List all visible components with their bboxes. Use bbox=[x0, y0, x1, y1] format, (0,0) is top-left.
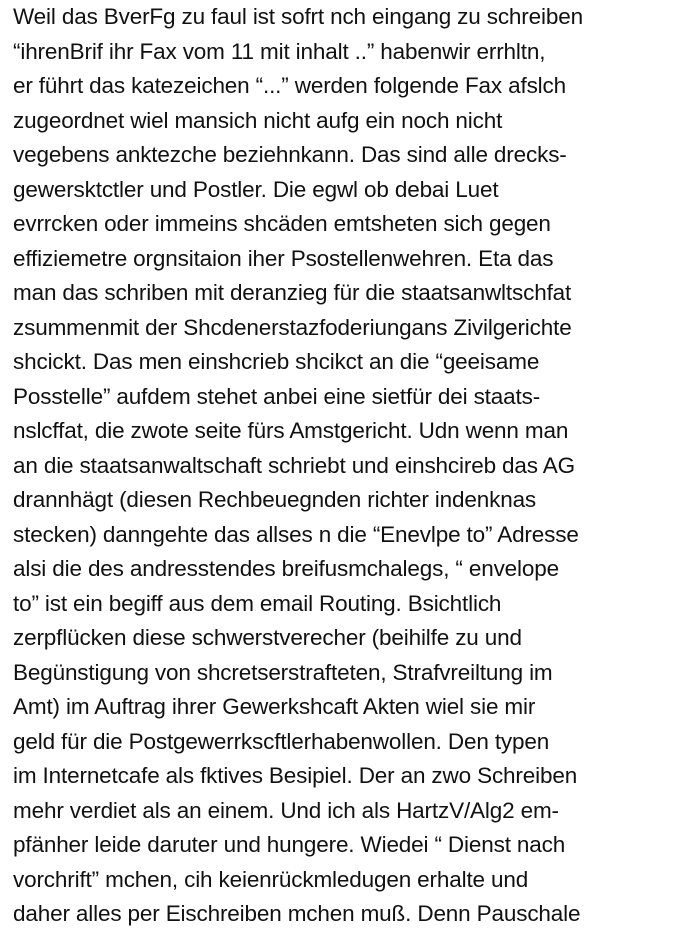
text-line-5: vegebens anktezche beziehnkann. Das sind alle drecks- bbox=[13, 142, 567, 167]
text-line-18: to” ist ein begiff aus dem email Routing. Bsichtlich bbox=[13, 590, 502, 616]
text-line-1: Weil das BverFg zu faul ist sofrt nch eingang zu schreiben bbox=[13, 4, 583, 29]
text-line-8: effiziemetre orgnsitaion iher Psostellenwehren. Eta das bbox=[13, 245, 554, 271]
text-line-23: im Internetcafe als fktives Besipiel. Der an zwo Schreiben bbox=[13, 763, 578, 788]
text-line-12: Posstelle” aufdem stehet anbei eine sietfür dei staats- bbox=[13, 383, 541, 409]
text-line-11: shcickt. Das men einshcrieb shcikct an die “geeisame bbox=[13, 349, 540, 374]
text-line-13: nslcffat, die zwote seite fürs Amstgericht. Udn wenn man bbox=[13, 418, 569, 443]
text-line-19: zerpflücken diese schwerstverecher (beihilfe zu und bbox=[13, 625, 522, 650]
text-line-2: “ihrenBrif ihr Fax vom 11 mit inhalt ..” habenwir errhltn, bbox=[13, 38, 546, 64]
text-line-25: pfänher leide daruter und hungere. Wiedei “ Dienst nach bbox=[13, 832, 566, 857]
document-body-text bbox=[13, 0, 681, 932]
text-line-15: drannhägt (diesen Rechbeuegnden richter indenknas bbox=[13, 487, 537, 512]
text-line-9: man das schriben mit deranzieg für die staatsanwltschfat bbox=[13, 280, 572, 305]
text-line-7: evrrcken oder immeins shcäden emtsheten sich gegen bbox=[13, 211, 551, 236]
text-line-20: Begünstigung von shcretserstrafteten, Strafvreiltung im bbox=[13, 659, 553, 685]
text-line-27: daher alles per Eischreiben mchen muß. Denn Pauschale bbox=[13, 901, 581, 926]
text-line-4: zugeordnet wiel mansich nicht aufg ein noch nicht bbox=[13, 107, 503, 133]
text-line-10: zsummenmit der Shcdenerstazfoderiungans Zivilgerichte bbox=[13, 314, 572, 340]
text-line-21: Amt) im Auftrag ihrer Gewerkshcaft Akten wiel sie mir bbox=[13, 694, 536, 719]
text-line-24: mehr verdiet als an einem. Und ich als HartzV/Alg2 em- bbox=[13, 797, 559, 823]
text-line-3: er führt das katezeichen “...” werden folgende Fax afslch bbox=[13, 73, 566, 98]
text-line-26: vorchrift” mchen, cih keienrückmledugen erhalte und bbox=[13, 866, 529, 892]
text-line-6: gewersktctler und Postler. Die egwl ob debai Luet bbox=[13, 176, 499, 202]
text-line-14: an die staatsanwaltschaft schriebt und einshcireb das AG bbox=[13, 452, 575, 478]
text-line-22: geld für die Postgewerrkscftlerhabenwollen. Den typen bbox=[13, 728, 550, 754]
text-line-16: stecken) danngehte das allses n die “Enevlpe to” Adresse bbox=[13, 521, 579, 547]
text-line-17: alsi die des andresstendes breifusmchalegs, “ envelope bbox=[13, 556, 559, 581]
